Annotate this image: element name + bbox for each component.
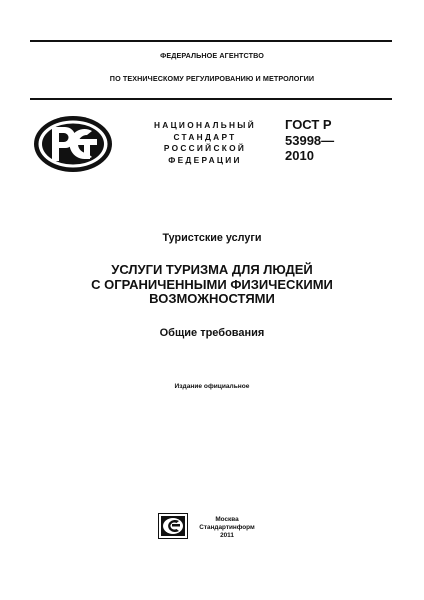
- edition-note: Издание официальное: [174, 383, 250, 390]
- gost-line-3: 2010: [285, 148, 314, 163]
- standard-line-3: РОССИЙСКОЙ: [163, 143, 247, 153]
- document-title-line-3: ВОЗМОЖНОСТЯМИ: [149, 291, 275, 306]
- standard-line-4: ФЕДЕРАЦИИ: [168, 154, 242, 165]
- publisher-city: Москва: [215, 516, 239, 523]
- middle-rule: [30, 98, 392, 100]
- standard-line-1: НАЦИОНАЛЬНЫЙ: [153, 120, 256, 130]
- top-rule: [30, 40, 392, 42]
- standartinform-logo-icon: [158, 513, 188, 539]
- document-subtitle: Общие требования: [159, 327, 265, 339]
- gost-number-block: [285, 117, 385, 164]
- document-title: [40, 263, 384, 307]
- gost-line-2: 53998—: [285, 132, 335, 148]
- standard-line-2: СТАНДАРТ: [173, 131, 237, 142]
- document-title-line-1: УСЛУГИ ТУРИЗМА ДЛЯ ЛЮДЕЙ: [111, 262, 313, 277]
- rst-certification-logo-icon: [32, 114, 114, 174]
- agency-line-1: ФЕДЕРАЛЬНОЕ АГЕНТСТВО: [160, 51, 264, 60]
- publisher-year: 2011: [220, 532, 234, 540]
- document-category: Туристские услуги: [162, 232, 262, 244]
- agency-line-2: ПО ТЕХНИЧЕСКОМУ РЕГУЛИРОВАНИЮ И МЕТРОЛОГИИ: [109, 74, 315, 83]
- publisher-name: Стандартинформ: [199, 524, 255, 532]
- document-title-line-2: С ОГРАНИЧЕННЫМИ ФИЗИЧЕСКИМИ: [91, 276, 333, 292]
- publisher-info: [198, 516, 256, 541]
- national-standard-block: [140, 120, 270, 166]
- gost-line-1: ГОСТ Р: [285, 117, 332, 132]
